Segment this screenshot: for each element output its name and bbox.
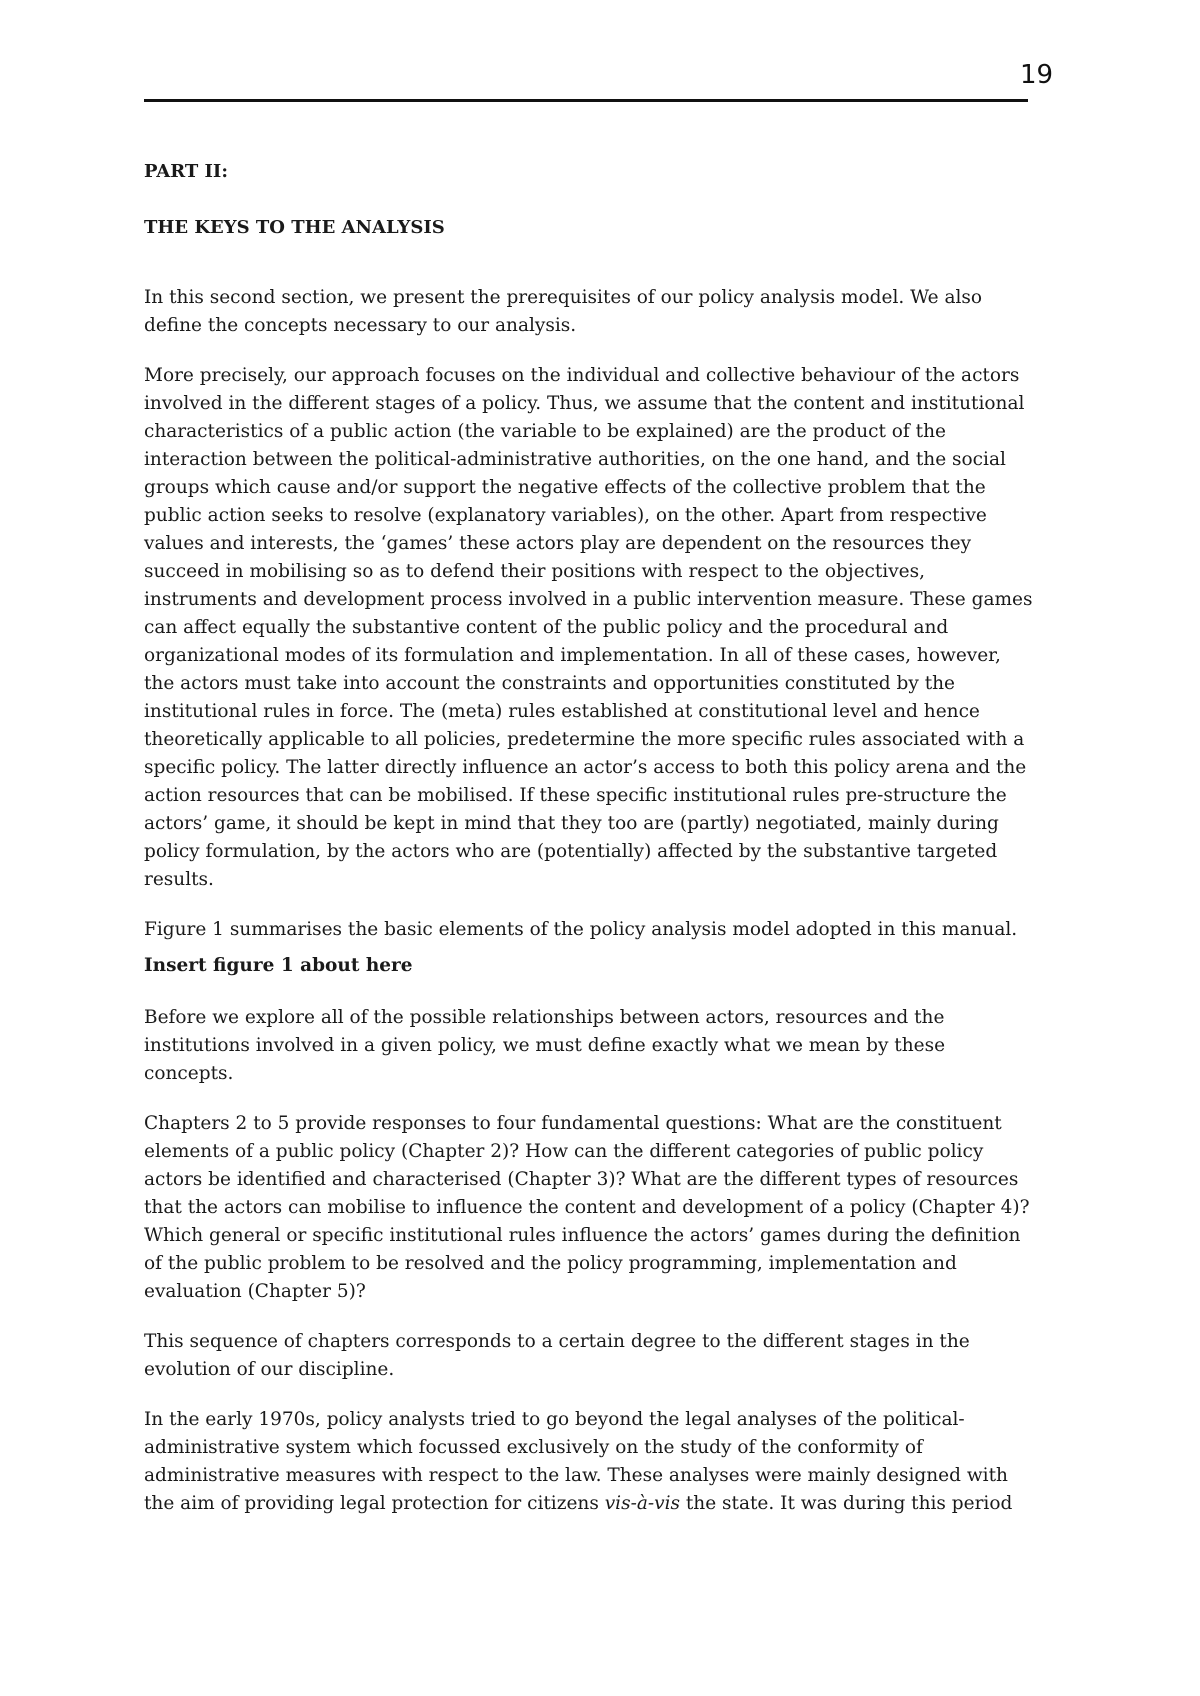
text-line: This sequence of chapters corresponds to a certain degree to the different stages in the (144, 1331, 970, 1352)
text-line: actors be identified and characterised (Chapter 3)? What are the different types of resources (144, 1169, 1019, 1190)
text-line: institutions involved in a given policy, we must define exactly what we mean by these (144, 1035, 946, 1056)
text-line: action resources that can be mobilised. If these specific institutional rules pre-structure the (144, 785, 1007, 806)
text-line: Chapters 2 to 5 provide responses to four fundamental questions: What are the constituent (144, 1113, 1002, 1134)
text-line: Figure 1 summarises the basic elements of the policy analysis model adopted in this manual. (144, 919, 1018, 940)
text-line: actors’ game, it should be kept in mind that they too are (partly) negotiated, mainly during (144, 813, 999, 834)
text-line: More precisely, our approach focuses on the individual and collective behaviour of the actors (144, 365, 1020, 386)
paragraph-before-explore (144, 1004, 1064, 1088)
text-line: characteristics of a public action (the variable to be explained) are the product of the (144, 421, 946, 442)
text-line: the actors must take into account the constraints and opportunities constituted by the (144, 673, 955, 694)
text-line: policy formulation, by the actors who are (potentially) affected by the substantive targeted (144, 841, 998, 862)
document-body (144, 158, 1064, 1540)
text-line: succeed in mobilising so as to defend their positions with respect to the objectives, (144, 561, 926, 582)
text-line: results. (144, 869, 214, 890)
text-line: Before we explore all of the possible relationships between actors, resources and the (144, 1007, 945, 1028)
text-segment: the aim of providing legal protection for citizens (144, 1493, 605, 1514)
text-line: institutional rules in force. The (meta) rules established at constitutional level and hence (144, 701, 980, 722)
paragraph-sequence (144, 1328, 1064, 1384)
text-line: groups which cause and/or support the negative effects of the collective problem that the (144, 477, 986, 498)
paragraph-approach (144, 362, 1064, 894)
text-line (144, 1490, 1064, 1518)
header-rule (144, 99, 1028, 102)
text-line: administrative system which focussed exclusively on the study of the conformity of (144, 1437, 923, 1458)
text-line: specific policy. The latter directly influence an actor’s access to both this policy arena and the (144, 757, 1027, 778)
text-line: administrative measures with respect to the law. These analyses were mainly designed with (144, 1465, 1008, 1486)
text-line: organizational modes of its formulation and implementation. In all of these cases, however, (144, 645, 1001, 666)
paragraph-early-1970s (144, 1406, 1064, 1518)
italic-phrase: vis-à-vis (604, 1493, 680, 1514)
text-line: of the public problem to be resolved and the policy programming, implementation and (144, 1253, 957, 1274)
text-line: elements of a public policy (Chapter 2)? How can the different categories of public policy (144, 1141, 984, 1162)
paragraph-intro (144, 284, 1064, 340)
text-line: interaction between the political-administrative authorities, on the one hand, and the social (144, 449, 1006, 470)
paragraph-figure-summary (144, 916, 1064, 944)
text-line: public action seeks to resolve (explanatory variables), on the other. Apart from respective (144, 505, 987, 526)
text-line: instruments and development process involved in a public intervention measure. These games (144, 589, 1033, 610)
text-line: define the concepts necessary to our analysis. (144, 315, 577, 336)
page-number: 19 (1020, 60, 1054, 90)
text-line: In this second section, we present the prerequisites of our policy analysis model. We also (144, 287, 983, 308)
text-line: values and interests, the ‘games’ these actors play are dependent on the resources they (144, 533, 972, 554)
text-line: In the early 1970s, policy analysts tried to go beyond the legal analyses of the political- (144, 1409, 965, 1430)
text-line: that the actors can mobilise to influence the content and development of a policy (Chapter 4)? (144, 1197, 1030, 1218)
text-line: involved in the different stages of a policy. Thus, we assume that the content and institutional (144, 393, 1025, 414)
text-segment: the state. It was during this period (679, 1493, 1013, 1514)
text-line: evolution of our discipline. (144, 1359, 395, 1380)
paragraph-chapters (144, 1110, 1064, 1306)
text-line: theoretically applicable to all policies, predetermine the more specific rules associated with a (144, 729, 1025, 750)
text-line: can affect equally the substantive content of the public policy and the procedural and (144, 617, 949, 638)
text-line: Which general or specific institutional rules influence the actors’ games during the definition (144, 1225, 1021, 1246)
text-line: evaluation (Chapter 5)? (144, 1281, 366, 1302)
section-title: THE KEYS TO THE ANALYSIS (144, 217, 445, 238)
part-heading: PART II: (144, 161, 228, 182)
insert-figure-note: Insert figure 1 about here (144, 955, 413, 976)
text-line: concepts. (144, 1063, 234, 1084)
